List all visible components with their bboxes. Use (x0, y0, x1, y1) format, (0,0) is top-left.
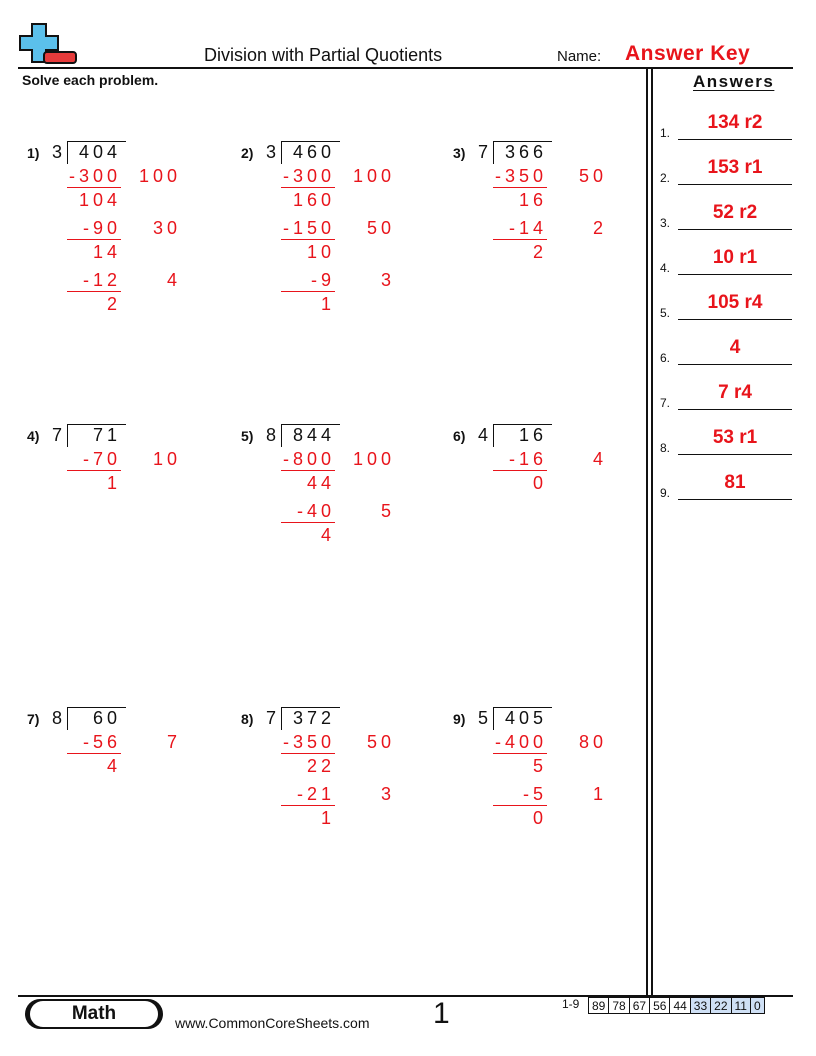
divisor: 3 (52, 142, 67, 162)
partial-quotient: 5 (380, 501, 395, 521)
problem-number: 3) (453, 145, 466, 161)
plus-minus-logo-icon (18, 22, 80, 68)
subtraction-value: -56 (82, 732, 121, 752)
divisor: 4 (478, 425, 493, 445)
answer-line (678, 229, 792, 230)
subtraction-value: -5 (522, 784, 547, 804)
score-cell: 11 (731, 998, 750, 1014)
problem (453, 423, 643, 623)
partial-quotient: 100 (138, 166, 181, 186)
remainder-value: 5 (532, 756, 547, 776)
subtraction-value: -400 (494, 732, 547, 752)
subtraction-value: -300 (68, 166, 121, 186)
answer-line (678, 139, 792, 140)
partial-quotient: 100 (352, 449, 395, 469)
remainder-value: 1 (106, 473, 121, 493)
problem-number: 4) (27, 428, 40, 444)
answer-row (660, 202, 792, 230)
remainder-value: 160 (292, 190, 335, 210)
dividend: 404 (78, 142, 121, 162)
sidebar-divider (646, 68, 648, 996)
dividend: 16 (518, 425, 547, 445)
problem-number: 9) (453, 711, 466, 727)
answer-value: 4 (729, 337, 741, 358)
answer-row (660, 157, 792, 185)
remainder-value: 0 (532, 808, 547, 828)
partial-quotient: 100 (352, 166, 395, 186)
score-cell: 56 (650, 998, 670, 1014)
answer-line (678, 184, 792, 185)
subtraction-value: -350 (494, 166, 547, 186)
answer-value: 52 r2 (712, 202, 758, 223)
divisor: 7 (266, 708, 281, 728)
problem (453, 140, 643, 340)
answer-row (660, 112, 792, 140)
subject-label: Math (30, 1001, 158, 1027)
problem (27, 423, 217, 623)
remainder-value: 1 (320, 808, 335, 828)
problem (453, 706, 643, 906)
name-label: Name: (557, 48, 602, 65)
problem (241, 423, 431, 623)
partial-quotient: 30 (152, 218, 181, 238)
remainder-value: 44 (306, 473, 335, 493)
answer-value: 153 r1 (707, 157, 763, 178)
partial-quotient: 4 (592, 449, 607, 469)
page-number: 1 (433, 997, 450, 1030)
problem (27, 140, 217, 340)
subtraction-value: -12 (82, 270, 121, 290)
problem-number: 7) (27, 711, 40, 727)
answer-value: 134 r2 (707, 112, 763, 133)
answer-number: 4. (660, 261, 671, 275)
divisor: 8 (52, 708, 67, 728)
header-divider (18, 67, 793, 69)
answer-number: 8. (660, 441, 671, 455)
answer-number: 3. (660, 216, 671, 230)
answer-row (660, 427, 792, 455)
answer-line (678, 454, 792, 455)
divisor: 3 (266, 142, 281, 162)
subtraction-value: -70 (82, 449, 121, 469)
subtraction-value: -9 (310, 270, 335, 290)
remainder-value: 16 (518, 190, 547, 210)
partial-quotient: 80 (578, 732, 607, 752)
answer-value: 105 r4 (707, 292, 763, 313)
answer-row (660, 247, 792, 275)
subtraction-value: -800 (282, 449, 335, 469)
remainder-value: 1 (320, 294, 335, 314)
score-table (588, 997, 765, 1014)
partial-quotient: 7 (166, 732, 181, 752)
remainder-value: 104 (78, 190, 121, 210)
problem (241, 706, 431, 906)
partial-quotient: 10 (152, 449, 181, 469)
sidebar-divider (651, 68, 653, 996)
dividend: 460 (292, 142, 335, 162)
answer-row (660, 472, 792, 500)
answer-line (678, 499, 792, 500)
answer-row (660, 292, 792, 320)
dividend: 844 (292, 425, 335, 445)
problem-number: 8) (241, 711, 254, 727)
answer-row (660, 337, 792, 365)
dividend: 372 (292, 708, 335, 728)
subtraction-value: -300 (282, 166, 335, 186)
problem-number: 6) (453, 428, 466, 444)
partial-quotient: 1 (592, 784, 607, 804)
divisor: 5 (478, 708, 493, 728)
instructions: Solve each problem. (22, 72, 159, 88)
partial-quotient: 2 (592, 218, 607, 238)
score-cell: 33 (690, 998, 710, 1014)
subtraction-value: -40 (296, 501, 335, 521)
partial-quotient: 50 (366, 732, 395, 752)
remainder-value: 0 (532, 473, 547, 493)
subtraction-value: -350 (282, 732, 335, 752)
answer-key-label: Answer Key (625, 42, 751, 65)
subtraction-value: -14 (508, 218, 547, 238)
score-cell: 22 (711, 998, 731, 1014)
remainder-value: 2 (106, 294, 121, 314)
remainder-value: 2 (532, 242, 547, 262)
answer-line (678, 364, 792, 365)
site-url: www.CommonCoreSheets.com (175, 1015, 370, 1031)
remainder-value: 22 (306, 756, 335, 776)
dividend: 60 (92, 708, 121, 728)
problem (241, 140, 431, 340)
problem-number: 1) (27, 145, 40, 161)
answer-value: 53 r1 (712, 427, 758, 448)
partial-quotient: 50 (366, 218, 395, 238)
problem-number: 5) (241, 428, 254, 444)
remainder-value: 4 (320, 525, 335, 545)
partial-quotient: 50 (578, 166, 607, 186)
score-range-label: 1-9 (562, 997, 580, 1011)
remainder-value: 14 (92, 242, 121, 262)
answer-number: 9. (660, 486, 671, 500)
answer-number: 7. (660, 396, 671, 410)
score-cell: 67 (629, 998, 649, 1014)
answer-line (678, 409, 792, 410)
answer-number: 6. (660, 351, 671, 365)
problem-number: 2) (241, 145, 254, 161)
score-cell: 0 (750, 998, 764, 1014)
subtraction-value: -90 (82, 218, 121, 238)
answers-heading: Answers (693, 72, 775, 91)
score-cell: 89 (589, 998, 609, 1014)
remainder-value: 4 (106, 756, 121, 776)
answer-number: 1. (660, 126, 671, 140)
score-cell: 78 (609, 998, 629, 1014)
subtraction-value: -16 (508, 449, 547, 469)
divisor: 7 (52, 425, 67, 445)
answer-value: 81 (724, 472, 746, 493)
worksheet-title: Division with Partial Quotients (204, 45, 443, 65)
answer-line (678, 274, 792, 275)
problem (27, 706, 217, 906)
answer-number: 2. (660, 171, 671, 185)
partial-quotient: 4 (166, 270, 181, 290)
dividend: 405 (504, 708, 547, 728)
subtraction-value: -150 (282, 218, 335, 238)
answer-row (660, 382, 792, 410)
answer-number: 5. (660, 306, 671, 320)
partial-quotient: 3 (380, 270, 395, 290)
divisor: 8 (266, 425, 281, 445)
answer-line (678, 319, 792, 320)
remainder-value: 10 (306, 242, 335, 262)
partial-quotient: 3 (380, 784, 395, 804)
answer-value: 7 r4 (718, 382, 752, 403)
subtraction-value: -21 (296, 784, 335, 804)
dividend: 366 (504, 142, 547, 162)
answer-value: 10 r1 (712, 247, 758, 268)
dividend: 71 (92, 425, 121, 445)
score-cell: 44 (670, 998, 690, 1014)
divisor: 7 (478, 142, 493, 162)
